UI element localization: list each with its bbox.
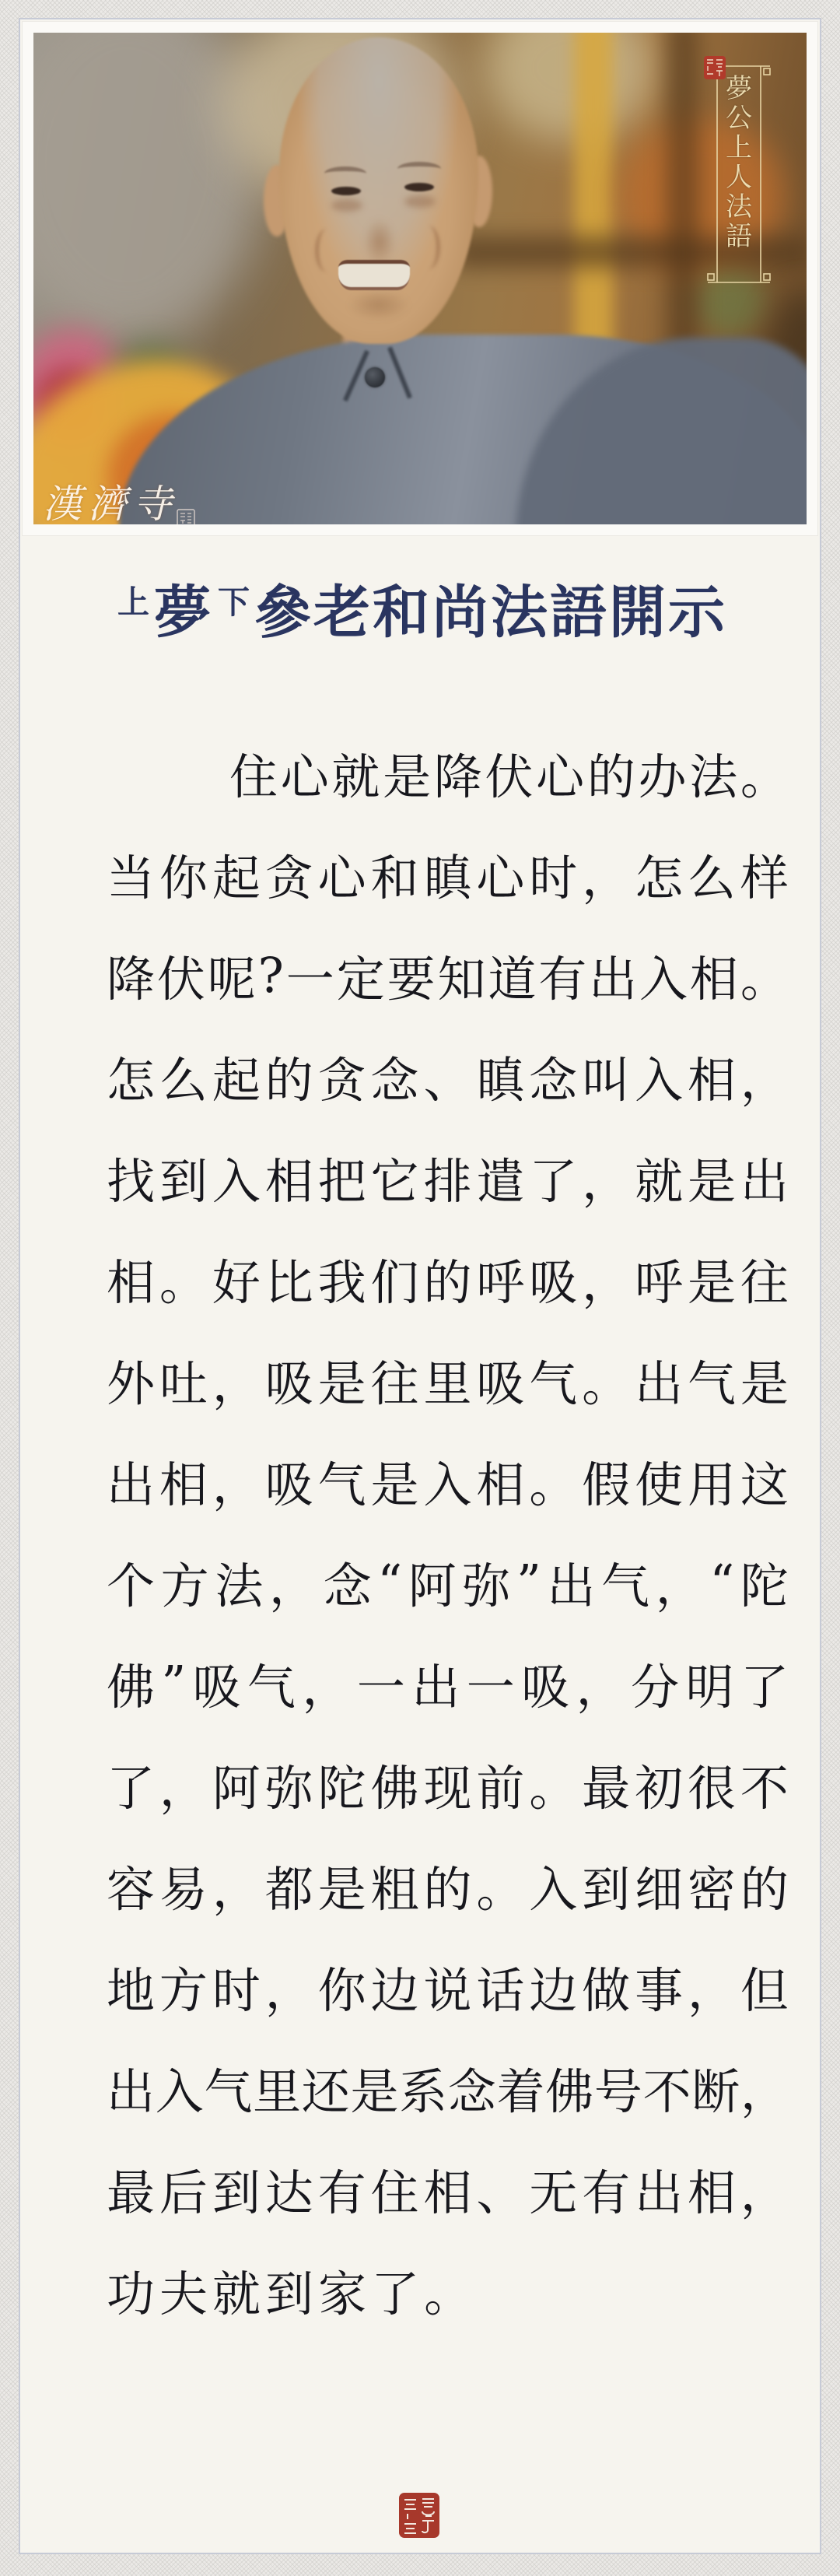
monk-eye-shadow — [404, 195, 436, 208]
text-char: 念 — [370, 1051, 419, 1109]
text-char: 心 — [317, 849, 366, 906]
text-char: 地 — [107, 1961, 156, 2019]
text-char: 住 — [370, 2164, 419, 2221]
text-char: ? — [257, 946, 284, 1004]
text-char: 了 — [740, 1658, 789, 1716]
text-char: 边 — [529, 1961, 578, 2019]
text-char: 号 — [593, 2063, 642, 2120]
text-char: ， — [582, 849, 631, 906]
text-char: 夫 — [159, 2265, 208, 2322]
text-char: 到 — [159, 1152, 208, 1210]
text-char: 不 — [740, 1759, 789, 1817]
text-line — [107, 1531, 789, 1632]
text-char: 相 — [264, 1152, 313, 1210]
text-char: 但 — [740, 1961, 789, 2019]
text-line — [107, 1936, 789, 2037]
text-char: 就 — [212, 2265, 261, 2322]
text-char: 吸 — [192, 1658, 241, 1716]
text-char: 了 — [107, 1759, 156, 1817]
text-char: 心 — [280, 748, 329, 805]
text-char: 佛 — [545, 2063, 594, 2120]
text-char: 我 — [317, 1253, 366, 1311]
text-line — [107, 924, 789, 1025]
text-char: 怎 — [635, 849, 684, 906]
text-char: 还 — [301, 2063, 350, 2120]
text-char: 样 — [740, 849, 789, 906]
text-char: 入 — [155, 2063, 204, 2120]
text-char: 一 — [356, 1658, 405, 1716]
text-char: 好 — [212, 1253, 261, 1311]
bottom-seal-stamp-icon — [398, 2492, 440, 2539]
text-char: 出 — [107, 2063, 156, 2120]
text-char: 吸 — [264, 1355, 313, 1412]
text-char: 入 — [529, 1860, 578, 1918]
text-char: 用 — [687, 1456, 736, 1513]
text-char: 相 — [689, 950, 738, 1008]
text-char: 比 — [264, 1253, 313, 1311]
text-char: 出 — [635, 1355, 684, 1412]
text-char: 个 — [107, 1557, 156, 1614]
text-char: 有 — [582, 2164, 631, 2221]
text-char: 到 — [212, 2164, 261, 2221]
text-char: 是 — [383, 748, 432, 805]
text-line — [107, 1632, 789, 1733]
photo-frame — [23, 22, 817, 535]
monk-eyebrow — [397, 162, 441, 176]
text-char: 阿 — [212, 1759, 261, 1817]
text-char: “ — [709, 1553, 735, 1610]
small-seal-stamp-icon — [703, 55, 726, 80]
text-char: 出 — [589, 950, 638, 1008]
text-char: 吸 — [529, 1253, 578, 1311]
robe-button — [365, 367, 385, 387]
text-char: 气 — [204, 2063, 253, 2120]
text-char: ， — [264, 1961, 313, 2019]
text-char: ， — [302, 1658, 351, 1716]
text-char: ， — [687, 1961, 736, 2019]
text-char: 。 — [740, 748, 789, 805]
text-char: 和 — [370, 849, 419, 906]
monk-eyebrow — [324, 166, 366, 180]
watermark-seal-icon — [177, 509, 195, 524]
text-char: ” — [516, 1553, 541, 1610]
text-char: ， — [582, 1253, 631, 1311]
text-char: 边 — [370, 1961, 419, 2019]
text-char: 么 — [687, 849, 736, 906]
text-char: 起 — [212, 849, 261, 906]
text-line — [107, 1228, 789, 1329]
text-char: 它 — [370, 1152, 419, 1210]
text-char: 找 — [107, 1152, 156, 1210]
side-label-text: 夢 公 上 人 法 語 — [726, 73, 752, 252]
text-char: ， — [212, 1860, 261, 1918]
text-char: 现 — [423, 1759, 472, 1817]
text-char: 很 — [687, 1759, 736, 1817]
text-char: 。 — [159, 1253, 208, 1311]
text-char: 。 — [476, 1860, 525, 1918]
text-char: 。 — [529, 1456, 578, 1513]
text-char: 了 — [529, 1152, 578, 1210]
text-char: 事 — [635, 1961, 684, 2019]
text-char: 出 — [107, 1456, 156, 1513]
text-char: 分 — [631, 1658, 680, 1716]
text-char: 知 — [437, 950, 486, 1008]
text-char: 易 — [159, 1860, 208, 1918]
text-char: 的 — [423, 1253, 472, 1311]
text-char: 出 — [547, 1557, 596, 1614]
text-line — [107, 722, 789, 823]
text-char: 时 — [212, 1961, 261, 2019]
smile-crease — [315, 229, 339, 272]
text-char: 念 — [447, 2063, 496, 2120]
text-char: 方 — [159, 1961, 208, 2019]
text-char: 念 — [323, 1557, 372, 1614]
smile-crease — [416, 226, 440, 269]
text-char: 的 — [264, 1051, 313, 1109]
text-char: 呼 — [635, 1253, 684, 1311]
text-char: 起 — [212, 1051, 261, 1109]
text-char: 吸 — [521, 1658, 570, 1716]
text-char: 们 — [370, 1253, 419, 1311]
text-char: 弥 — [264, 1759, 313, 1817]
text-char: 念 — [529, 1051, 578, 1109]
text-char: 当 — [107, 849, 156, 906]
text-char: 法 — [689, 748, 738, 805]
text-char: 有 — [317, 2164, 366, 2221]
text-char: 有 — [538, 950, 587, 1008]
monk-photo — [33, 33, 807, 524]
text-char: 的 — [740, 1860, 789, 1918]
text-line — [107, 1025, 789, 1127]
text-char: 做 — [582, 1961, 631, 2019]
text-char: 道 — [488, 950, 537, 1008]
text-char: 就 — [635, 1152, 684, 1210]
text-line — [107, 1733, 789, 1835]
text-char: 后 — [159, 2164, 208, 2221]
text-char: 系 — [399, 2063, 448, 2120]
text-char: 心 — [476, 849, 525, 906]
text-char: ， — [582, 1152, 631, 1210]
text-char: 初 — [635, 1759, 684, 1817]
text-char: 降 — [107, 950, 156, 1008]
text-char: 里 — [253, 2063, 302, 2120]
monk-eye — [404, 183, 434, 191]
title-honorific-xia: 下 — [218, 584, 250, 621]
text-char: 陀 — [740, 1557, 789, 1614]
text-char: 你 — [317, 1961, 366, 2019]
text-char: 佛 — [107, 1658, 156, 1716]
text-char: 断 — [691, 2063, 740, 2120]
dharma-teaching-text — [107, 722, 789, 2340]
text-char: 是 — [370, 1456, 419, 1513]
text-char: 伏 — [156, 950, 205, 1008]
text-char: 气 — [601, 1557, 650, 1614]
text-char: 要 — [387, 950, 436, 1008]
text-char: 、 — [423, 1051, 472, 1109]
text-char: 话 — [476, 1961, 525, 2019]
text-char: 细 — [635, 1860, 684, 1918]
text-char: ， — [212, 1355, 261, 1412]
bokeh-background — [485, 33, 656, 142]
text-char: 入 — [212, 1152, 261, 1210]
text-char: 这 — [740, 1456, 789, 1513]
title-main-text: 參老和尚法語開示 — [254, 579, 727, 646]
text-char: 都 — [264, 1860, 313, 1918]
text-char: 相 — [159, 1456, 208, 1513]
title-honorific-shang: 上 — [117, 584, 149, 621]
text-char: 法 — [215, 1557, 264, 1614]
monk-eye-shadow — [331, 199, 362, 212]
monk-smile — [338, 260, 410, 290]
text-char: 方 — [160, 1557, 209, 1614]
text-char: 就 — [331, 748, 380, 805]
text-char: 。 — [582, 1355, 631, 1412]
text-char: ” — [161, 1654, 187, 1712]
text-char: 说 — [423, 1961, 472, 2019]
text-char: 明 — [685, 1658, 734, 1716]
paper-area — [19, 18, 821, 2554]
text-char: ， — [576, 1658, 625, 1716]
text-char: 密 — [687, 1860, 736, 1918]
text-char: 气 — [317, 1456, 366, 1513]
text-char: 到 — [582, 1860, 631, 1918]
text-char: 吐 — [159, 1355, 208, 1412]
text-char: 是 — [350, 2063, 399, 2120]
text-char: 是 — [687, 1152, 736, 1210]
text-char: 外 — [107, 1355, 156, 1412]
text-char: 心 — [536, 748, 585, 805]
text-char: 叫 — [582, 1051, 631, 1109]
text-char: 出 — [635, 2164, 684, 2221]
text-char: 。 — [740, 950, 789, 1008]
text-char: 是 — [317, 1355, 366, 1412]
monk-nose — [363, 218, 396, 266]
text-char: 排 — [423, 1152, 472, 1210]
text-char: 前 — [476, 1759, 525, 1817]
text-char: 阿 — [408, 1557, 457, 1614]
text-char: 住 — [229, 748, 278, 805]
text-char: 功 — [107, 2265, 156, 2322]
text-char: 相 — [107, 1253, 156, 1311]
text-line — [107, 823, 789, 924]
text-char: 遣 — [476, 1152, 525, 1210]
text-line — [107, 1430, 789, 1531]
text-char: 最 — [582, 1759, 631, 1817]
text-char: 入 — [639, 950, 688, 1008]
text-line — [107, 2239, 789, 2340]
text-char: 是 — [740, 1355, 789, 1412]
text-line — [107, 2037, 789, 2138]
text-char: 出 — [411, 1658, 460, 1716]
text-char: 达 — [264, 2164, 313, 2221]
text-char: 吸 — [264, 1456, 313, 1513]
text-char: 瞋 — [423, 849, 472, 906]
text-char: 呼 — [476, 1253, 525, 1311]
title-char-meng: 夢 — [154, 579, 213, 646]
text-char: 往 — [370, 1355, 419, 1412]
text-char: “ — [377, 1553, 403, 1610]
text-char: 么 — [159, 1051, 208, 1109]
text-char: 使 — [635, 1456, 684, 1513]
text-char: 办 — [638, 748, 687, 805]
text-char: 相 — [476, 1456, 525, 1513]
text-char: 降 — [433, 748, 482, 805]
text-char: 贪 — [264, 849, 313, 906]
text-char: 了 — [371, 2265, 420, 2322]
text-char: ， — [159, 1759, 208, 1817]
text-char: 家 — [318, 2265, 367, 2322]
text-char: ， — [740, 2164, 789, 2221]
text-char: ， — [740, 2063, 789, 2120]
text-char: 是 — [317, 1860, 366, 1918]
text-char: 、 — [476, 2164, 525, 2221]
text-char: 是 — [687, 1253, 736, 1311]
text-line — [107, 1127, 789, 1228]
text-char: 到 — [265, 2265, 314, 2322]
text-char: 相 — [687, 1051, 736, 1109]
text-line — [107, 1329, 789, 1430]
text-char: 的 — [586, 748, 635, 805]
text-char: 弥 — [462, 1557, 511, 1614]
text-char: 的 — [423, 1860, 472, 1918]
text-char: 佛 — [370, 1759, 419, 1817]
text-char: 入 — [423, 1456, 472, 1513]
text-char: ， — [212, 1456, 261, 1513]
text-char: 怎 — [107, 1051, 156, 1109]
text-char: 气 — [529, 1355, 578, 1412]
text-char: 把 — [317, 1152, 366, 1210]
text-char: 入 — [635, 1051, 684, 1109]
photo-side-label — [703, 55, 775, 293]
text-char: ， — [740, 1051, 789, 1109]
text-char: 一 — [466, 1658, 515, 1716]
text-char: 气 — [247, 1658, 296, 1716]
page-title — [20, 579, 820, 646]
text-char: 里 — [423, 1355, 472, 1412]
text-char: 无 — [529, 2164, 578, 2221]
watermark-text: 漢濟寺 — [43, 482, 178, 524]
text-char: 相 — [687, 2164, 736, 2221]
text-char: 一 — [285, 950, 334, 1008]
text-char: 呢 — [207, 950, 256, 1008]
text-char: 瞋 — [476, 1051, 525, 1109]
text-char: 最 — [107, 2164, 156, 2221]
text-line — [107, 2138, 789, 2239]
text-char: ， — [269, 1557, 318, 1614]
text-char: 着 — [496, 2063, 545, 2120]
text-char: 贪 — [317, 1051, 366, 1109]
temple-watermark — [43, 473, 195, 524]
text-char: 吸 — [476, 1355, 525, 1412]
text-char: 气 — [687, 1355, 736, 1412]
text-char: 不 — [642, 2063, 691, 2120]
text-char: 时 — [529, 849, 578, 906]
text-char: 。 — [424, 2265, 473, 2322]
text-line — [107, 1835, 789, 1936]
text-char: 相 — [423, 2164, 472, 2221]
text-char: 往 — [740, 1253, 789, 1311]
monk-eye — [331, 187, 361, 195]
text-char: 定 — [336, 950, 385, 1008]
text-char: ， — [655, 1557, 704, 1614]
text-char: 出 — [740, 1152, 789, 1210]
monk-chin-shadow — [348, 289, 410, 321]
text-char: 陀 — [317, 1759, 366, 1817]
text-char: 假 — [582, 1456, 631, 1513]
text-char: 。 — [529, 1759, 578, 1817]
text-char: 伏 — [485, 748, 534, 805]
text-char: 粗 — [370, 1860, 419, 1918]
text-char: 你 — [159, 849, 208, 906]
text-char: 容 — [107, 1860, 156, 1918]
